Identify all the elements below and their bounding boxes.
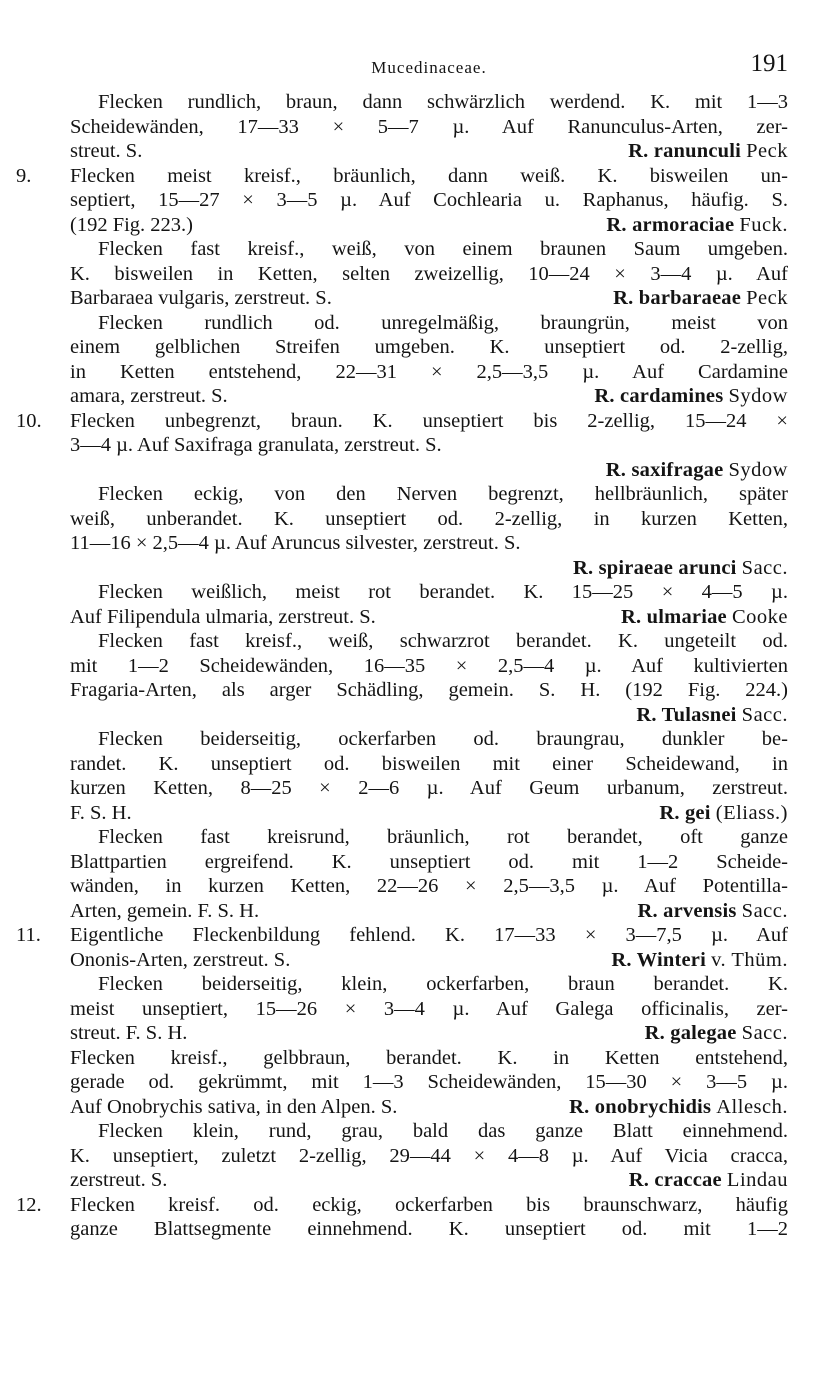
body-text — [16, 90, 788, 1242]
line-text: zerstreut. S. — [70, 1169, 168, 1191]
species-author: Sacc. — [741, 556, 788, 579]
species-name — [569, 1095, 788, 1120]
species-name — [621, 605, 788, 630]
species-author: Fuck. — [739, 213, 788, 236]
line-text: Flecken weißlich, meist rot berandet. K. 15—25 × 4—5 µ. — [98, 581, 788, 603]
line-text: Arten, gemein. F. S. H. — [70, 899, 260, 922]
line-text: randet. K. unseptiert od. bisweilen mit einer Scheidewand, in — [70, 752, 788, 775]
species-binomial: R. arvensis — [637, 899, 737, 922]
species-name — [611, 948, 788, 973]
species-name — [606, 458, 788, 483]
text-line — [70, 384, 788, 409]
text-line — [70, 850, 788, 875]
line-text: Auf Filipendula ulmaria, zerstreut. S. — [70, 605, 376, 628]
species-name — [573, 556, 788, 581]
line-text: K. unseptiert, zuletzt 2-zellig, 29—44 × 4—8 µ. Auf Vicia cracca, — [70, 1144, 788, 1167]
line-text: Auf Onobrychis sativa, in den Alpen. S. — [70, 1095, 398, 1118]
line-text: K. bisweilen in Ketten, selten zweizellig, 10—24 × 3—4 µ. Auf — [70, 262, 788, 285]
text-line — [70, 580, 788, 605]
line-text: Flecken fast kreisrund, bräunlich, rot berandet, oft ganze — [98, 826, 788, 848]
species-binomial: R. spiraeae arunci — [572, 556, 737, 579]
key-number: 9. — [16, 164, 32, 187]
line-text: Flecken beiderseitig, ockerfarben od. braungrau, dunkler be- — [98, 728, 788, 750]
species-name — [629, 1168, 788, 1193]
running-head: Mucedinaceae. — [371, 58, 487, 77]
line-text: Flecken unbegrenzt, braun. K. unseptiert bis 2-zellig, 15—24 × — [70, 409, 788, 432]
species-name — [636, 703, 788, 728]
species-name — [628, 139, 788, 164]
text-line — [70, 1021, 788, 1046]
line-text: amara, zerstreut. S. — [70, 385, 228, 407]
text-line — [16, 923, 788, 948]
text-line — [70, 531, 788, 556]
text-line — [70, 90, 788, 115]
text-line — [70, 213, 788, 238]
line-text: septiert, 15—27 × 3—5 µ. Auf Cochlearia u. Raphanus, häufig. S. — [70, 189, 788, 211]
species-name — [613, 286, 788, 311]
page — [16, 50, 788, 1242]
species-binomial: R. cardamines — [594, 385, 724, 407]
line-text: streut. S. — [70, 140, 143, 162]
line-text: 11—16 × 2,5—4 µ. Auf Aruncus silvester, zerstreut. S. — [70, 532, 521, 554]
line-text: Scheidewänden, 17—33 × 5—7 µ. Auf Ranunculus-Arten, zer- — [70, 115, 788, 138]
species-binomial: R. galegae — [644, 1022, 737, 1044]
text-line — [70, 703, 788, 728]
species-name — [606, 213, 788, 238]
text-line — [70, 1095, 788, 1120]
species-binomial: R. ulmariae — [621, 605, 727, 628]
text-line — [70, 605, 788, 630]
line-text: streut. F. S. H. — [70, 1022, 188, 1044]
text-line — [70, 899, 788, 924]
species-binomial: R. armoraciae — [606, 213, 735, 236]
line-text: mit 1—2 Scheidewänden, 16—35 × 2,5—4 µ. Auf kultivierten — [70, 654, 788, 677]
text-line — [70, 188, 788, 213]
line-text: einem gelblichen Streifen umgeben. K. unseptiert od. 2-zellig, — [70, 336, 788, 358]
text-line — [70, 801, 788, 826]
key-number: 12. — [16, 1193, 42, 1216]
line-text: gerade od. gekrümmt, mit 1—3 Scheidewänden, 15—30 × 3—5 µ. — [70, 1071, 788, 1093]
species-author: Sacc. — [741, 899, 788, 922]
text-line — [70, 311, 788, 336]
text-line — [70, 874, 788, 899]
line-text: ganze Blattsegmente einnehmend. K. unseptiert od. mit 1—2 — [70, 1218, 788, 1240]
text-line — [16, 1193, 788, 1218]
key-number: 10. — [16, 409, 42, 432]
species-binomial: R. ranunculi — [628, 140, 742, 162]
species-author: Cooke — [731, 605, 788, 628]
page-header — [70, 50, 788, 90]
text-line — [70, 1046, 788, 1071]
species-author: Allesch. — [716, 1095, 788, 1118]
line-text: Flecken kreisf., gelbbraun, berandet. K. in Ketten entstehend, — [70, 1046, 788, 1069]
species-author: Peck — [746, 140, 788, 162]
species-binomial: R. Tulasnei — [636, 703, 737, 726]
line-text: Flecken beiderseitig, klein, ockerfarben, braun berandet. K. — [98, 973, 788, 995]
text-line — [70, 335, 788, 360]
line-text: Fragaria-Arten, als arger Schädling, gemein. S. H. (192 Fig. 224.) — [70, 679, 788, 701]
text-line — [70, 237, 788, 262]
species-binomial: R. gei — [659, 801, 711, 824]
species-author: Sydow — [728, 458, 788, 481]
text-line — [70, 458, 788, 483]
species-author: Sydow — [728, 385, 788, 407]
text-line — [70, 997, 788, 1022]
text-line — [70, 433, 788, 458]
text-line — [70, 972, 788, 997]
line-text: Flecken rundlich od. unregelmäßig, braungrün, meist von — [98, 311, 788, 334]
species-author: v. Thüm. — [711, 948, 788, 971]
text-line — [70, 654, 788, 679]
text-line — [70, 948, 788, 973]
line-text: Flecken rundlich, braun, dann schwärzlich werdend. K. mit 1—3 — [98, 91, 788, 113]
text-line — [70, 629, 788, 654]
line-text: weiß, unberandet. K. unseptiert od. 2-zellig, in kurzen Ketten, — [70, 507, 788, 530]
text-line — [70, 507, 788, 532]
text-line — [70, 1168, 788, 1193]
line-text: meist unseptiert, 15—26 × 3—4 µ. Auf Galega officinalis, zer- — [70, 997, 788, 1020]
line-text: kurzen Ketten, 8—25 × 2—6 µ. Auf Geum urbanum, zerstreut. — [70, 777, 788, 799]
line-text: Flecken meist kreisf., bräunlich, dann weiß. K. bisweilen un- — [70, 164, 788, 187]
species-binomial: R. craccae — [628, 1169, 722, 1191]
line-text: Blattpartien ergreifend. K. unseptiert od. mit 1—2 Scheide- — [70, 850, 788, 873]
text-line — [70, 727, 788, 752]
text-line — [70, 1217, 788, 1242]
text-line — [70, 556, 788, 581]
species-binomial: R. Winteri — [611, 948, 706, 971]
line-text: Flecken fast kreisf., weiß, schwarzrot berandet. K. ungeteilt od. — [98, 630, 788, 652]
text-line — [70, 678, 788, 703]
species-binomial: R. barbaraeae — [613, 287, 742, 309]
key-number: 11. — [16, 924, 41, 946]
species-author: (Eliass.) — [715, 801, 788, 824]
species-author: Lindau — [726, 1169, 788, 1191]
text-line — [16, 164, 788, 189]
line-text: Flecken fast kreisf., weiß, von einem braunen Saum umgeben. — [98, 238, 788, 260]
text-line — [70, 286, 788, 311]
species-author: Sacc. — [741, 703, 788, 726]
species-author: Peck — [746, 287, 788, 309]
line-text: Flecken klein, rund, grau, bald das ganze Blatt einnehmend. — [98, 1120, 788, 1142]
text-line — [70, 482, 788, 507]
line-text: (192 Fig. 223.) — [70, 213, 193, 236]
species-name — [645, 1021, 788, 1046]
line-text: in Ketten entstehend, 22—31 × 2,5—3,5 µ. Auf Cardamine — [70, 360, 788, 383]
line-text: F. S. H. — [70, 801, 132, 824]
text-line — [70, 139, 788, 164]
species-author: Sacc. — [741, 1022, 788, 1044]
page-number: 191 — [750, 50, 788, 77]
text-line — [70, 360, 788, 385]
line-text: Eigentliche Fleckenbildung fehlend. K. 17—33 × 3—7,5 µ. Auf — [70, 924, 788, 946]
text-line — [70, 776, 788, 801]
species-name — [638, 899, 788, 924]
line-text: Flecken kreisf. od. eckig, ockerfarben bis braunschwarz, häufig — [70, 1193, 788, 1216]
line-text: 3—4 µ. Auf Saxifraga granulata, zerstreut. S. — [70, 434, 442, 456]
line-text: Barbaraea vulgaris, zerstreut. S. — [70, 287, 332, 309]
species-binomial: R. onobrychidis — [569, 1095, 712, 1118]
line-text: wänden, in kurzen Ketten, 22—26 × 2,5—3,5 µ. Auf Potentilla- — [70, 875, 788, 897]
text-line — [70, 262, 788, 287]
text-line — [70, 1119, 788, 1144]
text-line — [70, 1070, 788, 1095]
line-text: Ononis-Arten, zerstreut. S. — [70, 948, 291, 971]
text-line — [70, 752, 788, 777]
species-name — [594, 384, 788, 409]
text-line — [16, 409, 788, 434]
species-binomial: R. saxifragae — [605, 458, 724, 481]
text-line — [70, 1144, 788, 1169]
species-name — [659, 801, 788, 826]
text-line — [70, 115, 788, 140]
text-line — [70, 825, 788, 850]
line-text: Flecken eckig, von den Nerven begrenzt, hellbräunlich, später — [98, 483, 788, 505]
